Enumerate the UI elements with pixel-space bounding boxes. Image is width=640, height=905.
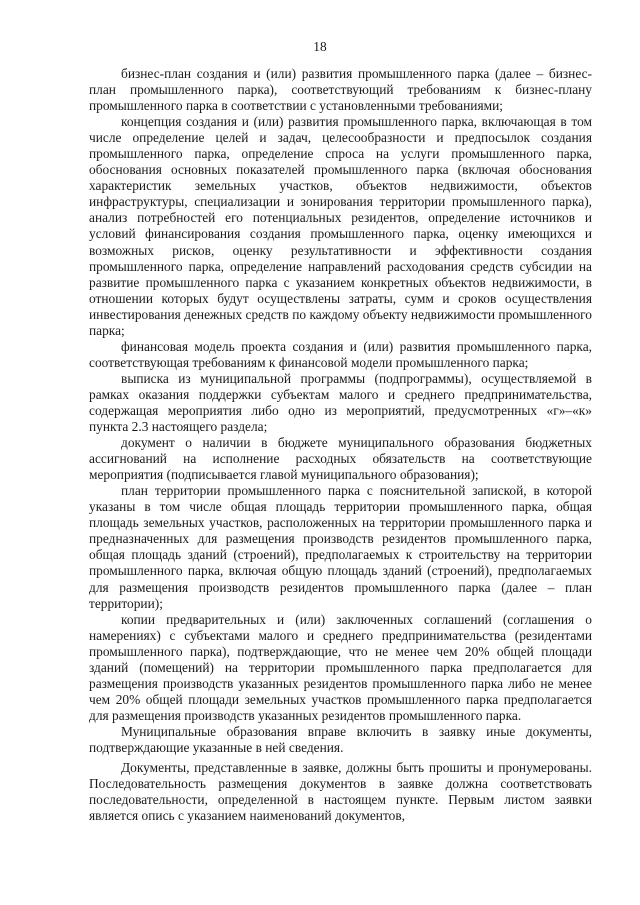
paragraph-business-plan: бизнес-план создания и (или) развития промышленного парка (далее – бизнес-план промышленного парка), соответствующий требованиям к бизнес-плану промышленного парка в соответствии с установленными требованиями; bbox=[89, 66, 592, 114]
paragraph-concept: концепция создания и (или) развития промышленного парка, включающая в том числе определение целей и задач, целесообразности и предпосылок создания промышленного парка, определение спроса на услуги промышленного парка, обоснования основных показателей промышленного парка (включая обоснования характеристик земельных участков, объектов недвижимости, объектов инфраструктуры, специализации и зонирования территории промышленного парка), анализ потребностей его потенциальных резидентов, определение источников и условий финансирования создания промышленного парка, оценку имеющихся и возможных рисков, оценку результативности и эффективности создания промышленного парка, определение направлений расходования средств субсидии на развитие промышленного парка с указанием конкретных объектов недвижимости, в отношении которых будут осуществлены затраты, сумм и сроков осуществления инвестирования денежных средств по каждому объекту недвижимости промышленного парка; bbox=[89, 114, 592, 338]
paragraph-program-extract: выписка из муниципальной программы (подпрограммы), осуществляемой в рамках оказания поддержки субъектам малого и среднего предпринимательства, содержащая мероприятия либо одно из мероприятий, предусмотренных «г»–«к» пункта 2.3 настоящего раздела; bbox=[89, 370, 592, 435]
paragraph-budget-document: документ о наличии в бюджете муниципального образования бюджетных ассигнований на исполнение расходных обязательств на соответствующие мероприятия (подписывается главой муниципального образования); bbox=[89, 435, 592, 483]
paragraph-other-documents: Муниципальные образования вправе включить в заявку иные документы, подтверждающие указанные в ней сведения. bbox=[89, 723, 592, 755]
paragraph-territory-plan: план территории промышленного парка с пояснительной запиской, в которой указаны в том числе общая площадь территории промышленного парка, общая площадь земельных участков, расположенных на территории промышленного парка и предназначенных для размещения производств резидентов промышленного парка, общая площадь зданий (строений), предполагаемых к строительству на территории промышленного парка, включая общую площадь зданий (строений), предполагаемых для размещения производств резидентов промышленного парка (далее – план территории); bbox=[89, 483, 592, 611]
paragraph-binding-requirements: Документы, представленные в заявке, должны быть прошиты и пронумерованы. Последовательность размещения документов в заявке должна соответствовать последовательности, определенной в настоящем пункте. Первым листом заявки является опись с указанием наименований документов, bbox=[89, 760, 592, 824]
page-number: 18 bbox=[313, 39, 327, 54]
paragraph-agreement-copies: копии предварительных и (или) заключенных соглашений (соглашения о намерениях) с субъектами малого и среднего предпринимательства (резидентами промышленного парка), подтверждающие, что не менее чем 20% общей площади зданий (помещений) на территории промышленного парка предполагается для размещения производств указанных резидентов промышленного парка либо не менее чем 20% общей площади земельных участков промышленного парка предполагается для размещения производств указанных резидентов промышленного парка. bbox=[89, 611, 592, 723]
paragraph-financial-model: финансовая модель проекта создания и (или) развития промышленного парка, соответствующая требованиям к финансовой модели промышленного парка; bbox=[89, 338, 592, 370]
document-body bbox=[89, 66, 592, 824]
